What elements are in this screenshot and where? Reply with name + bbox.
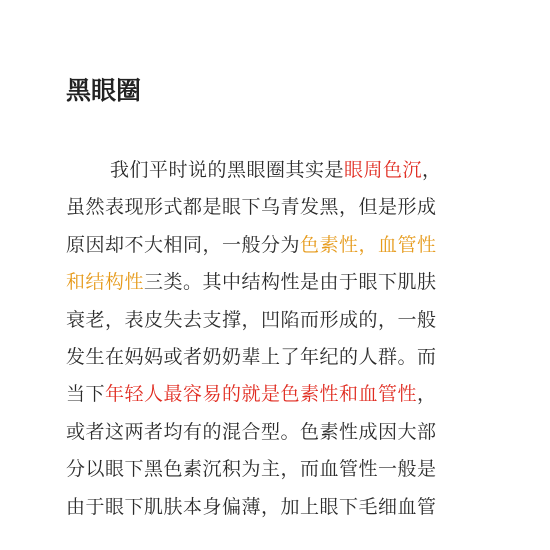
paragraph-line: 分以眼下黑色素沉积为主，而血管性一般是 — [66, 458, 437, 481]
text-segment: ， — [422, 159, 442, 181]
paragraph-line: 衰老，表皮失去支撑，凹陷而形成的，一般 — [66, 308, 437, 331]
paragraph-line: 由于眼下肌肤本身偏薄，加上眼下毛细血管 — [66, 495, 437, 518]
text-segment: 我们平时说的黑眼圈其实是 — [110, 159, 345, 181]
paragraph-line: 虽然表现形式都是眼下乌青发黑，但是形成 — [66, 196, 437, 219]
paragraph-line — [66, 227, 486, 264]
highlight-red-text: 眼周色沉 — [344, 159, 423, 181]
paragraph-line — [66, 264, 486, 301]
paragraph-line: 发生在妈妈或者奶奶辈上了年纪的人群。而 — [66, 345, 437, 368]
paragraph-line — [66, 152, 486, 189]
article-title: 黑眼圈 — [66, 76, 142, 105]
article-body — [66, 152, 486, 526]
highlight-orange-text: 和结构性 — [66, 271, 145, 294]
text-segment: ， — [417, 383, 437, 406]
text-segment: 当下 — [66, 383, 106, 406]
paragraph-line — [66, 376, 486, 413]
text-segment: 三类。其中结构性是由于眼下肌肤 — [144, 271, 437, 294]
highlight-orange-text: 色素性，血管性 — [300, 233, 437, 256]
paragraph-line: 或者这两者均有的混合型。色素性成因大部 — [66, 420, 437, 443]
highlight-red-text: 年轻人最容易的就是色素性和血管性 — [105, 383, 418, 406]
text-segment: 原因却不大相同，一般分为 — [66, 233, 301, 256]
